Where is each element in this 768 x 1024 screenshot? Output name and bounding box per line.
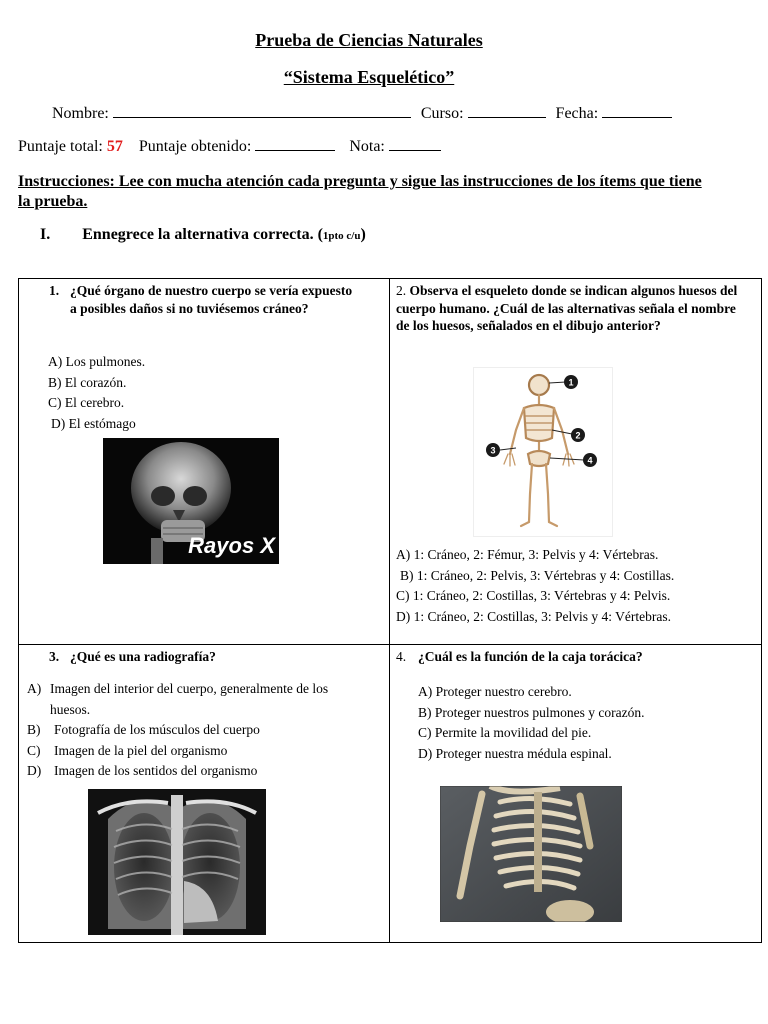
question-3-options (27, 679, 377, 782)
q3-option-c-letter: C) (27, 742, 41, 758)
question-2-cell (390, 279, 762, 645)
xray-caption: Rayos X (188, 533, 275, 558)
fecha-label: Fecha: (555, 105, 599, 122)
q3-option-a-text-cont: huesos. (50, 701, 91, 717)
question-4-text: ¿Cuál es la función de la caja torácica? (418, 649, 643, 664)
q3-option-b-text: Fotografía de los músculos del cuerpo (54, 722, 260, 737)
q1-option-d[interactable]: D) El estómago (51, 415, 136, 431)
q3-option-c-text: Imagen de la piel del organismo (54, 742, 228, 758)
marker-3: 3 (490, 445, 496, 456)
question-2-text-block (396, 282, 751, 335)
marker-2: 2 (575, 430, 581, 441)
q3-option-b-letter: B) (27, 722, 41, 737)
q3-option-c[interactable] (27, 741, 377, 762)
fecha-field[interactable] (602, 103, 672, 118)
student-info-row (52, 103, 672, 123)
test-subtitle: “Sistema Esquelético” (283, 67, 455, 87)
q4-option-a[interactable]: A) Proteger nuestro cerebro. (418, 684, 572, 699)
q3-option-a-letter: A) (27, 681, 42, 696)
section-points: 1pto c/u (322, 230, 361, 242)
q1-option-a[interactable]: A) Los pulmones. (48, 354, 146, 369)
q4-option-c[interactable]: C) Permite la movilidad del pie. (418, 725, 592, 740)
question-2-number: 2. (396, 283, 407, 298)
question-1-cell (19, 279, 390, 645)
nota-label: Nota: (349, 138, 385, 155)
section-heading (40, 226, 366, 244)
question-2-options (396, 545, 674, 627)
question-1-text: ¿Qué órgano de nuestro cuerpo se vería expuesto a posibles daños si no tuviésemos cráneo? (70, 283, 353, 316)
curso-label: Curso: (420, 105, 464, 122)
q3-option-a-text: Imagen del interior del cuerpo, generalmente de los (50, 681, 329, 696)
questions-table (18, 278, 762, 943)
q3-option-d-text: Imagen de los sentidos del organismo (54, 763, 258, 778)
skeleton-diagram (473, 367, 613, 537)
skull-xray-image (103, 438, 279, 564)
puntaje-total-value: 57 (106, 138, 123, 155)
q2-option-c[interactable]: C) 1: Cráneo, 2: Costillas, 3: Vértebras y 4: Pelvis. (396, 588, 671, 603)
chest-xray-image (88, 789, 266, 935)
score-row (18, 136, 441, 156)
question-4-number: 4. (396, 649, 407, 664)
q4-option-b[interactable]: B) Proteger nuestros pulmones y corazón. (418, 704, 645, 720)
instructions: Instrucciones: Lee con mucha atención cada pregunta y sigue las instrucciones de los ítems que tiene la prueba. (18, 173, 702, 210)
q1-option-c[interactable]: C) El cerebro. (48, 395, 125, 410)
question-3-cell (19, 645, 390, 943)
nombre-field[interactable] (113, 103, 411, 118)
question-4-cell (390, 645, 762, 943)
question-2-text: Observa el esqueleto donde se indican algunos huesos del cuerpo humano. ¿Cuál de las alternativas señala el nombre de los huesos, señalados en el dibujo anterior? (396, 283, 738, 333)
marker-1: 1 (568, 377, 574, 388)
q2-option-a[interactable]: A) 1: Cráneo, 2: Fémur, 3: Pelvis y 4: Vértebras. (396, 547, 659, 562)
section-close: ) (360, 226, 366, 243)
ribcage-image (440, 786, 622, 922)
puntaje-total-label: Puntaje total: (18, 138, 103, 155)
puntaje-obtenido-field[interactable] (255, 136, 335, 151)
section-numeral: I. (40, 226, 51, 243)
section-title: Ennegrece la alternativa correcta. ( (82, 226, 323, 243)
q3-option-b[interactable] (27, 720, 377, 741)
nota-field[interactable] (389, 136, 441, 151)
q2-option-b[interactable]: B) 1: Cráneo, 2: Pelvis, 3: Vértebras y 4: Costillas. (400, 567, 675, 583)
marker-4: 4 (587, 455, 593, 466)
question-3-number: 3. (49, 649, 60, 664)
curso-field[interactable] (468, 103, 546, 118)
q3-option-a[interactable] (27, 679, 377, 720)
q3-option-d-letter: D) (27, 763, 42, 778)
nombre-label: Nombre: (52, 105, 109, 122)
q4-option-d[interactable]: D) Proteger nuestra médula espinal. (418, 745, 612, 761)
question-4-options (418, 682, 644, 764)
test-title: Prueba de Ciencias Naturales (255, 30, 483, 50)
question-1-options (48, 352, 145, 434)
q3-option-d[interactable] (27, 761, 377, 782)
puntaje-obtenido-label: Puntaje obtenido: (138, 138, 252, 155)
q1-option-b[interactable]: B) El corazón. (48, 374, 127, 390)
question-1-number: 1. (49, 283, 60, 298)
question-3-text: ¿Qué es una radiografía? (70, 649, 216, 664)
q2-option-d[interactable]: D) 1: Cráneo, 2: Costillas, 3: Pelvis y 4: Vértebras. (396, 608, 671, 624)
